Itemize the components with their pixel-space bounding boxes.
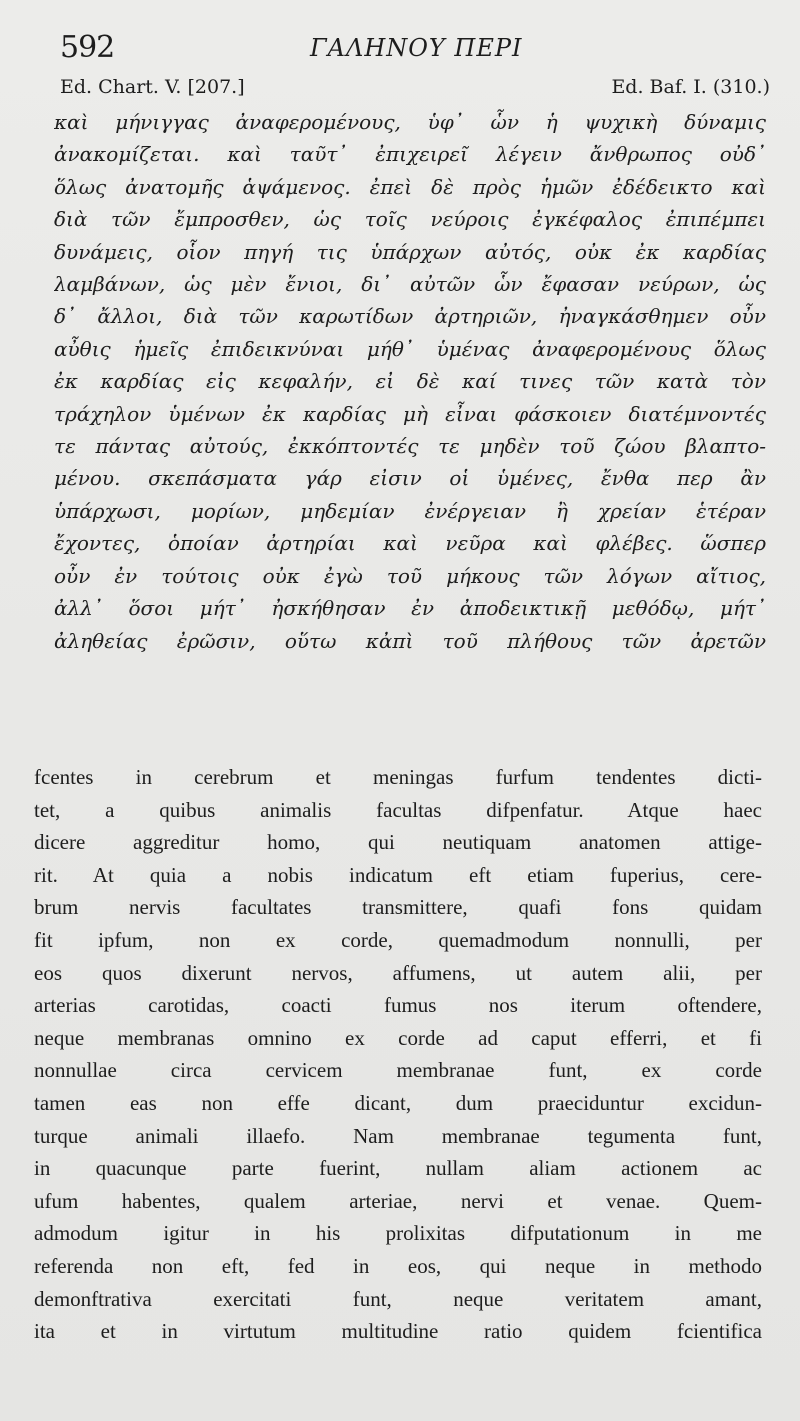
latin-text-line: tamen eas non effe dicant, dum praeciduntur excidun-	[34, 1090, 762, 1115]
latin-text-line: tet, a quibus animalis facultas difpenfatur. Atque haec	[34, 797, 762, 822]
latin-text-block	[34, 761, 762, 1348]
latin-text-line: referenda non eft, fed in eos, qui neque in methodo	[34, 1253, 762, 1278]
latin-text-line: ufum habentes, qualem arteriae, nervi et venae. Quem-	[34, 1188, 762, 1213]
latin-text-line: eos quos dixerunt nervos, affumens, ut autem alii, per	[34, 960, 762, 985]
greek-text-line: λαμβάνων, ὡς μὲν ἔνιοι, δι᾽ αὐτῶν ὧν ἔφασαν νεύρων, ὡς	[54, 272, 766, 297]
greek-text-line: μένου. σκεπάσματα γάρ εἰσιν οἱ ὑμένες, ἔνθα περ ἂν	[54, 466, 766, 491]
page-header	[60, 30, 760, 70]
greek-text-line: τε πάντας αὐτούς, ἐκκόπτοντές τε μηδὲν τοῦ ζώου βλαπτο-	[54, 434, 766, 459]
latin-text-line: fcentes in cerebrum et meningas furfum tendentes dicti-	[34, 765, 762, 789]
latin-text-line: in quacunque parte fuerint, nullam aliam actionem ac	[34, 1156, 762, 1181]
greek-text-line: αὖθις ἡμεῖς ἐπιδεικνύναι μήθ᾽ ὑμένας ἀναφερομένους ὅλως	[54, 336, 766, 361]
latin-text-line: turque animali illaefo. Nam membranae tegumenta funt,	[34, 1123, 762, 1148]
greek-text-line: δ᾽ ἄλλοι, διὰ τῶν καρωτίδων ἀρτηριῶν, ἠναγκάσθημεν οὖν	[54, 304, 766, 329]
edition-reference-line	[60, 76, 770, 106]
running-title: ΓΑΛΗΝΟΥ ΠΕΡΙ	[310, 34, 523, 62]
greek-text-block	[54, 106, 766, 657]
page-number: 592	[60, 30, 115, 65]
greek-text-line: ὑπάρχωσι, μορίων, μηδεμίαν ἐνέργειαν ἢ χρείαν ἑτέραν	[54, 498, 766, 523]
greek-text-line: καὶ μήνιγγας ἀναφερομένους, ὑφ᾽ ὧν ἡ ψυχικὴ δύναμις	[54, 110, 766, 134]
greek-text-line: ἀνακομίζεται. καὶ ταῦτ᾽ ἐπιχειρεῖ λέγειν ἄνθρωπος οὐδ᾽	[54, 142, 766, 167]
latin-text-line: neque membranas omnino ex corde ad caput efferri, et fi	[34, 1025, 762, 1050]
greek-text-line: οὖν ἐν τούτοις οὐκ ἐγὼ τοῦ μήκους τῶν λόγων αἴτιος,	[54, 563, 766, 588]
edition-chart-reference: Ed. Chart. V. [207.]	[60, 76, 245, 98]
latin-text-line: demonftrativa exercitati funt, neque veritatem amant,	[34, 1286, 762, 1311]
greek-text-line: ἔχοντες, ὁποίαν ἀρτηρίαι καὶ νεῦρα καὶ φλέβες. ὥσπερ	[54, 531, 766, 556]
latin-text-line: ita et in virtutum multitudine ratio quidem fcientifica	[34, 1319, 762, 1344]
greek-text-line: τράχηλον ὑμένων ἐκ καρδίας μὴ εἶναι φάσκοιεν διατέμνοντές	[54, 401, 766, 426]
greek-text-line: διὰ τῶν ἔμπροσθεν, ὡς τοῖς νεύροις ἐγκέφαλος ἐπιπέμπει	[54, 207, 766, 232]
latin-text-line: fit ipfum, non ex corde, quemadmodum nonnulli, per	[34, 927, 762, 952]
latin-text-line: brum nervis facultates transmittere, quafi fons quidam	[34, 895, 762, 920]
latin-text-line: rit. At quia a nobis indicatum eft etiam fuperius, cere-	[34, 862, 762, 887]
greek-text-line: ὅλως ἀνατομῆς ἁψάμενος. ἐπεὶ δὲ πρὸς ἡμῶν ἐδέδεικτο καὶ	[54, 174, 766, 199]
latin-text-line: admodum igitur in his prolixitas difputationum in me	[34, 1221, 762, 1246]
latin-text-line: nonnullae circa cervicem membranae funt, ex corde	[34, 1058, 762, 1083]
edition-basel-reference: Ed. Baf. I. (310.)	[611, 76, 770, 98]
greek-text-line: ἀληθείας ἐρῶσιν, οὕτω κἀπὶ τοῦ πλήθους τῶν ἀρετῶν	[54, 628, 766, 653]
greek-text-line: δυνάμεις, οἷον πηγή τις ὑπάρχων αὐτός, οὐκ ἐκ καρδίας	[54, 239, 766, 264]
latin-text-line: dicere aggreditur homo, qui neutiquam anatomen attige-	[34, 830, 762, 855]
greek-text-line: ἐκ καρδίας εἰς κεφαλήν, εἰ δὲ καί τινες τῶν κατὰ τὸν	[54, 369, 766, 394]
latin-text-line: arterias carotidas, coacti fumus nos iterum oftendere,	[34, 993, 762, 1018]
greek-text-line: ἀλλ᾽ ὅσοι μήτ᾽ ἠσκήθησαν ἐν ἀποδεικτικῇ μεθόδῳ, μήτ᾽	[54, 596, 766, 621]
